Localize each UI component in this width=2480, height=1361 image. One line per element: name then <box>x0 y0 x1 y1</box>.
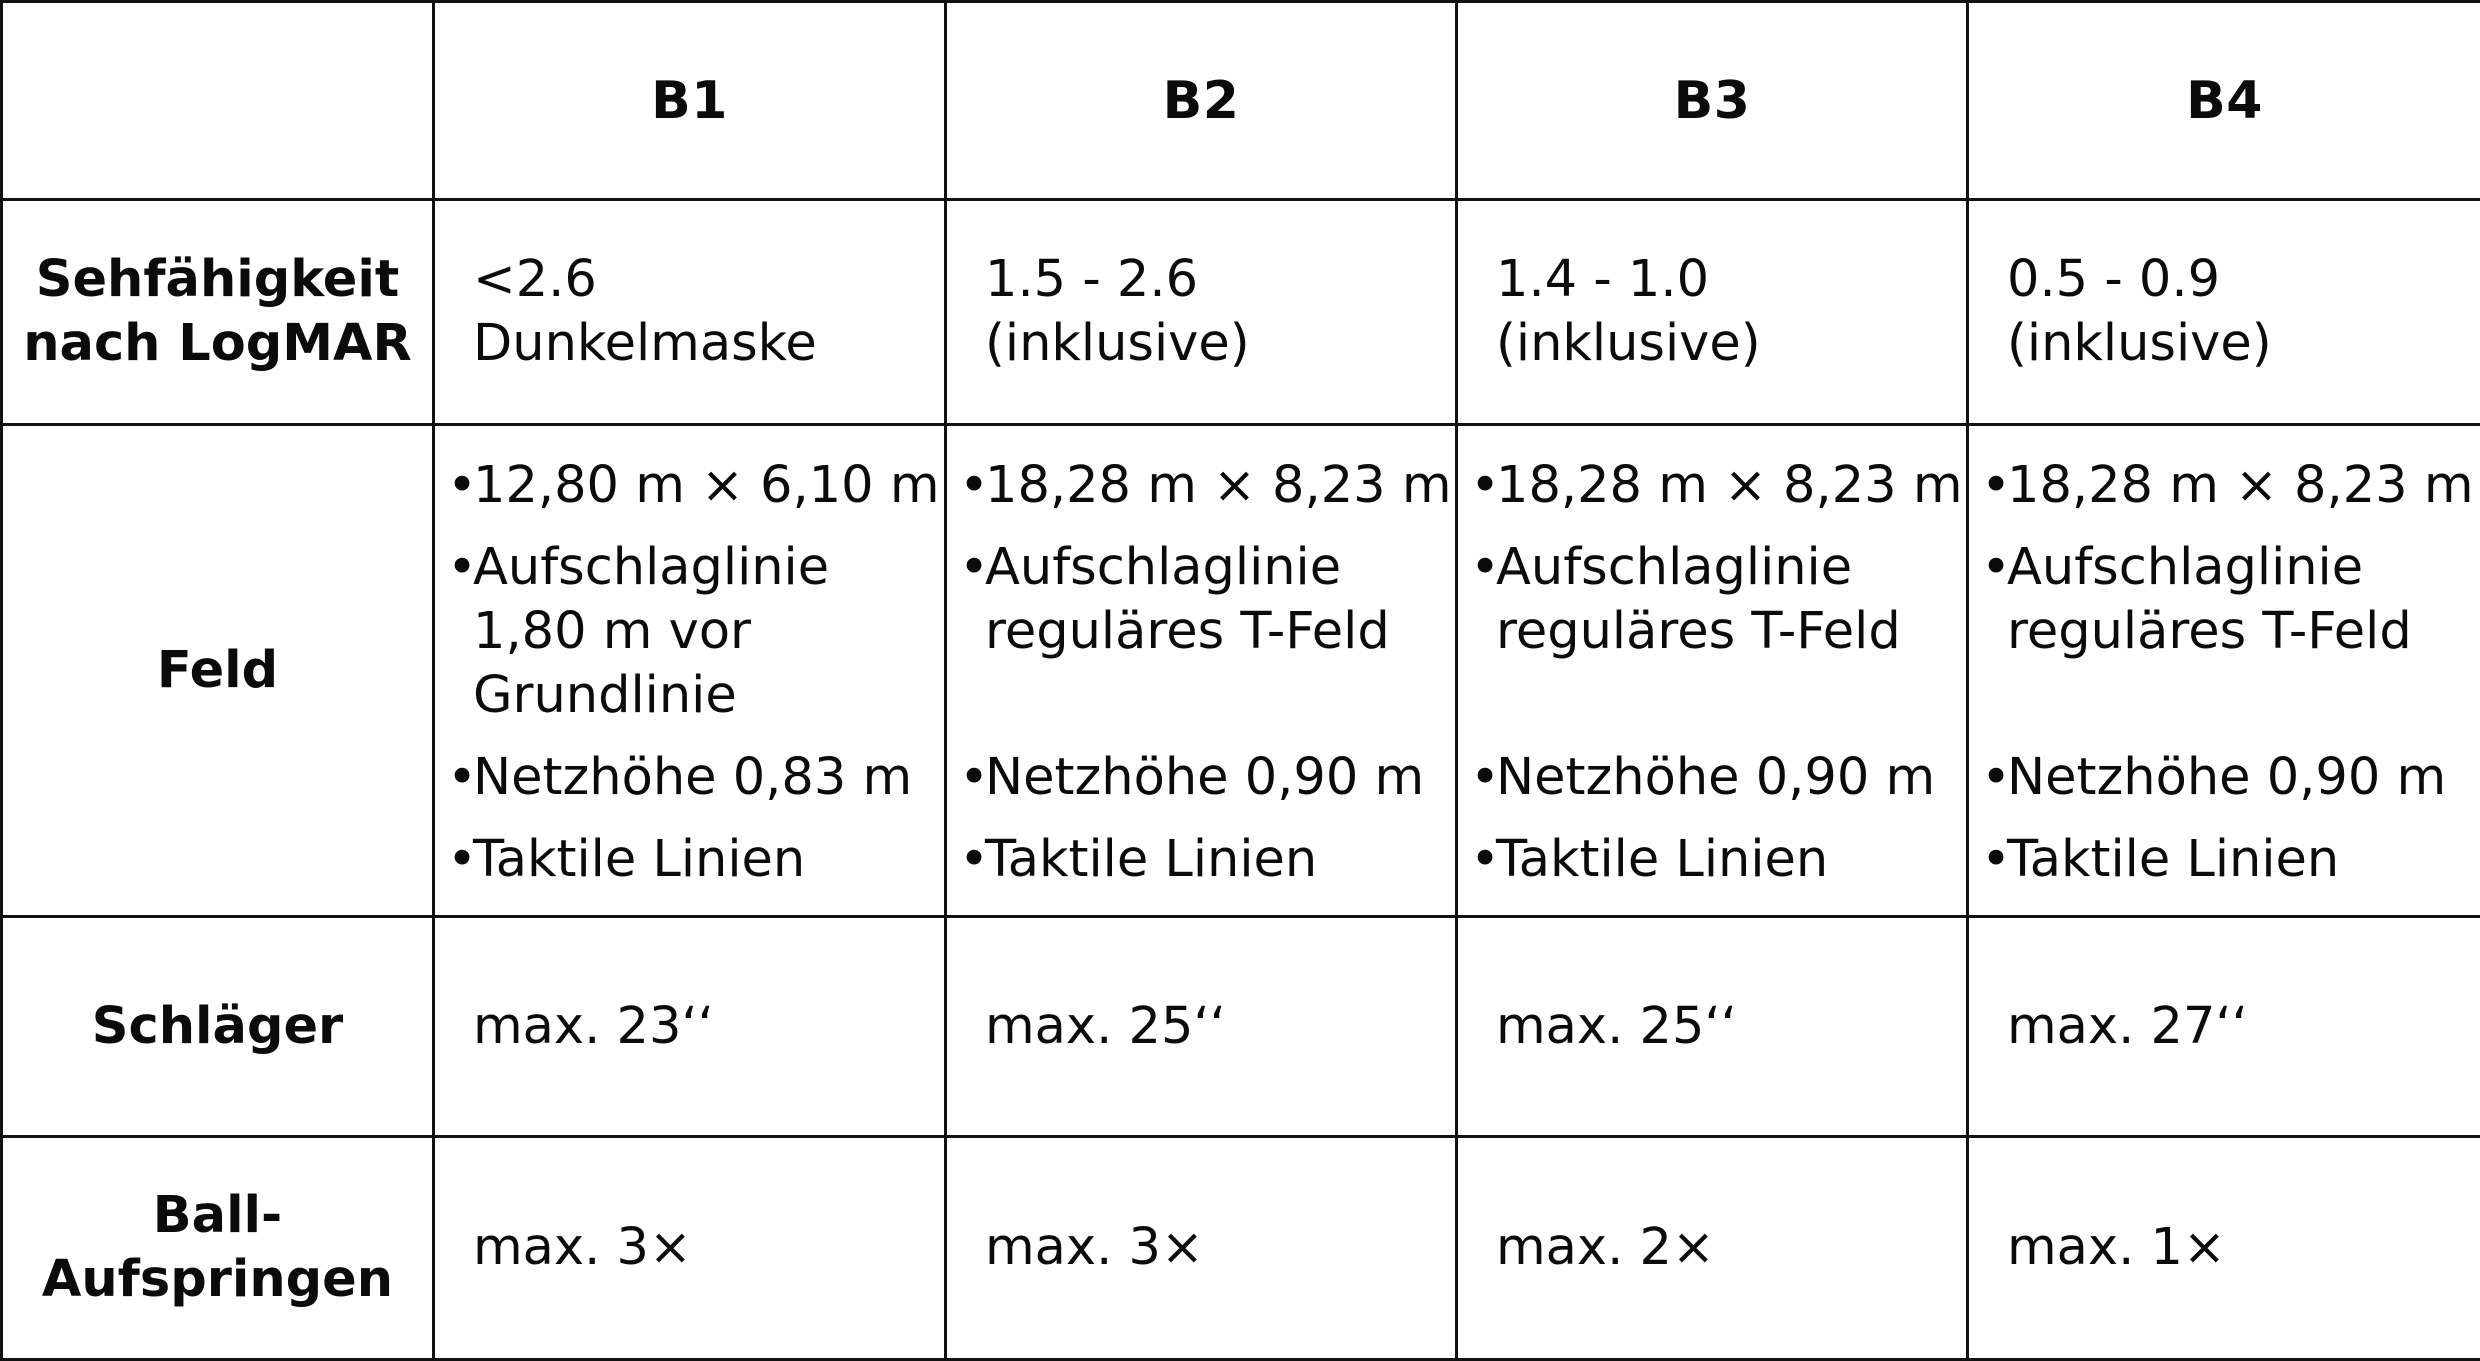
row-schlaeger <box>2 917 2480 1137</box>
list-item: • Netzhöhe 0,90 m <box>959 746 1455 810</box>
cell-sehfaehigkeit-b2: 1.5 - 2.6 (inklusive) <box>946 200 1457 425</box>
cell-feld-b2 <box>946 425 1457 917</box>
header-row <box>2 2 2480 200</box>
row-feld <box>2 425 2480 917</box>
cell-feld-b1 <box>434 425 946 917</box>
list-item: • Netzhöhe 0,90 m <box>1470 746 1966 810</box>
row-header-schlaeger: Schläger <box>2 917 434 1137</box>
row-sehfaehigkeit <box>2 200 2480 425</box>
list-item: • 18,28 m × 8,23 m <box>959 454 1455 518</box>
list-item: • Netzhöhe 0,83 m <box>447 746 944 810</box>
row-header-feld: Feld <box>2 425 434 917</box>
row-ball <box>2 1137 2480 1360</box>
cell-ball-b2: max. 3× <box>946 1137 1457 1360</box>
corner-cell <box>2 2 434 200</box>
cell-schlaeger-b2: max. 25‘‘ <box>946 917 1457 1137</box>
row-header-ball: Ball- Aufspringen <box>2 1137 434 1360</box>
cell-schlaeger-b3: max. 25‘‘ <box>1457 917 1968 1137</box>
cell-feld-b3 <box>1457 425 1968 917</box>
cell-sehfaehigkeit-b1: <2.6 Dunkelmaske <box>434 200 946 425</box>
list-item: • Netzhöhe 0,90 m <box>1981 746 2480 810</box>
list-item: • Aufschlaglinie 1,80 m vor Grundlinie <box>447 536 944 728</box>
list-item: • Taktile Linien <box>959 828 1455 892</box>
cell-schlaeger-b4: max. 27‘‘ <box>1968 917 2480 1137</box>
cell-sehfaehigkeit-b3: 1.4 - 1.0 (inklusive) <box>1457 200 1968 425</box>
cell-schlaeger-b1: max. 23‘‘ <box>434 917 946 1137</box>
list-item: • Aufschlaglinie reguläres T-Feld <box>959 536 1455 728</box>
column-header-b2: B2 <box>946 2 1457 200</box>
list-item: • Taktile Linien <box>1981 828 2480 892</box>
list-item: • 18,28 m × 8,23 m <box>1470 454 1966 518</box>
cell-sehfaehigkeit-b4: 0.5 - 0.9 (inklusive) <box>1968 200 2480 425</box>
column-header-b3: B3 <box>1457 2 1968 200</box>
list-item: • Taktile Linien <box>1470 828 1966 892</box>
list-item: • Aufschlaglinie reguläres T-Feld <box>1981 536 2480 728</box>
column-header-b1: B1 <box>434 2 946 200</box>
list-item: • 12,80 m × 6,10 m <box>447 454 944 518</box>
row-header-sehfaehigkeit: Sehfähigkeit nach LogMAR <box>2 200 434 425</box>
list-item: • Taktile Linien <box>447 828 944 892</box>
list-item: • Aufschlaglinie reguläres T-Feld <box>1470 536 1966 728</box>
cell-ball-b3: max. 2× <box>1457 1137 1968 1360</box>
cell-ball-b1: max. 3× <box>434 1137 946 1360</box>
column-header-b4: B4 <box>1968 2 2480 200</box>
cell-ball-b4: max. 1× <box>1968 1137 2480 1360</box>
list-item: • 18,28 m × 8,23 m <box>1981 454 2480 518</box>
cell-feld-b4 <box>1968 425 2480 917</box>
